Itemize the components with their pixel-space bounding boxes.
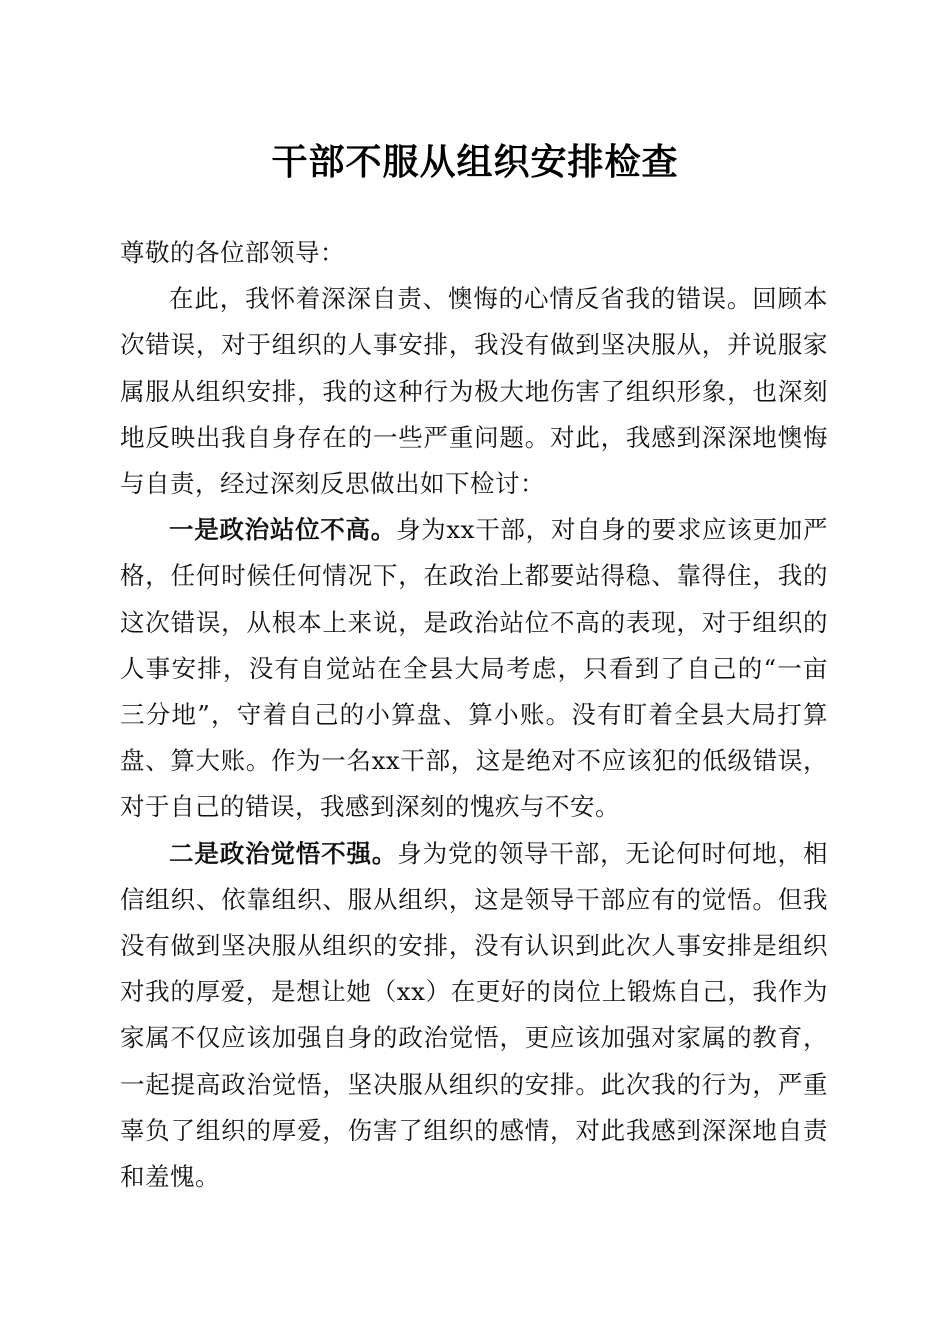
paragraph-point-2-text: 身为党的领导干部，无论何时何地，相信组织、依靠组织、服从组织，这是领导干部应有的觉悟。但我没有做到坚决服从组织的安排，没有认识到此次人事安排是组织对我的厚爱，是想让她（xx）在更好的岗位上锻炼自己，我作为家属不仅应该加强自身的政治觉悟，更应该加强对家属的教育，一起提高政治觉悟，坚决服从组织的安排。此次我的行为，严重辜负了组织的厚爱，伤害了组织的感情，对此我感到深深地自责和羞愧。 [120, 838, 829, 1192]
paragraph-point-1-heading: 一是政治站位不高。 [169, 515, 396, 545]
paragraph-intro [120, 276, 828, 507]
paragraph-point-1 [120, 507, 828, 830]
document-body [120, 230, 828, 1200]
paragraph-point-1-text: 身为xx干部，对自身的要求应该更加严格，任何时候任何情况下，在政治上都要站得稳、靠得住，我的这次错误，从根本上来说，是政治站位不高的表现，对于组织的人事安排，没有自觉站在全县大局考虑，只看到了自己的“一亩三分地”，守着自己的小算盘、算小账。没有盯着全县大局打算盘、算大账。作为一名xx干部，这是绝对不应该犯的低级错误，对于自己的错误，我感到深刻的愧疚与不安。 [120, 515, 829, 822]
paragraph-point-2 [120, 831, 828, 1201]
document-title: 干部不服从组织安排检查 [271, 141, 679, 183]
paragraph-intro-text: 在此，我怀着深深自责、懊悔的心情反省我的错误。回顾本次错误，对于组织的人事安排，我没有做到坚决服从，并说服家属服从组织安排，我的这种行为极大地伤害了组织形象，也深刻地反映出我自身存在的一些严重问题。对此，我感到深深地懊悔与自责，经过深刻反思做出如下检讨： [120, 284, 828, 499]
salutation: 尊敬的各位部领导： [120, 238, 345, 267]
paragraph-point-2-heading: 二是政治觉悟不强。 [169, 838, 398, 868]
